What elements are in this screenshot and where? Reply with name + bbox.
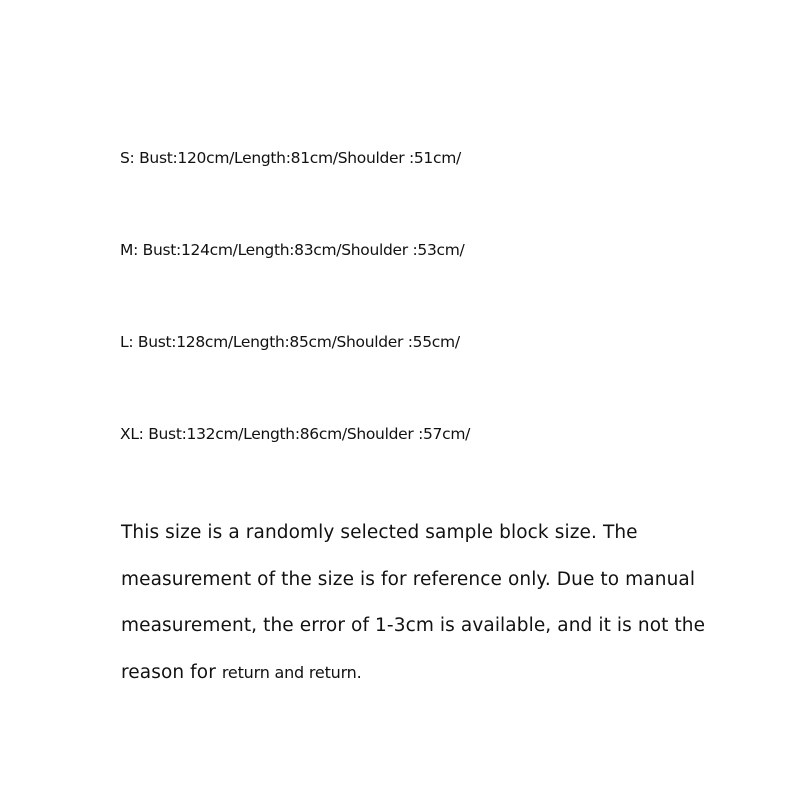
size-row-m: M: Bust:124cm/Length:83cm/Shoulder :53cm/ — [120, 241, 465, 259]
note-line-2: measurement of the size is for reference only. Due to manual — [121, 568, 696, 590]
note-line-4-end: return and return. — [221, 662, 362, 682]
note-line-1: This size is a randomly selected sample block size. The — [121, 522, 638, 543]
note-line-3: measurement, the error of 1-3cm is available, and it is not the — [121, 615, 706, 636]
size-row-xl: XL: Bust:132cm/Length:86cm/Shoulder :57cm/ — [120, 425, 471, 443]
measurement-note — [121, 510, 741, 696]
size-row-s: S: Bust:120cm/Length:81cm/Shoulder :51cm/ — [120, 149, 461, 167]
note-line-4-start: reason for — [121, 661, 216, 683]
note-line-4 — [121, 650, 741, 697]
size-row-l: L: Bust:128cm/Length:85cm/Shoulder :55cm/ — [120, 333, 460, 351]
